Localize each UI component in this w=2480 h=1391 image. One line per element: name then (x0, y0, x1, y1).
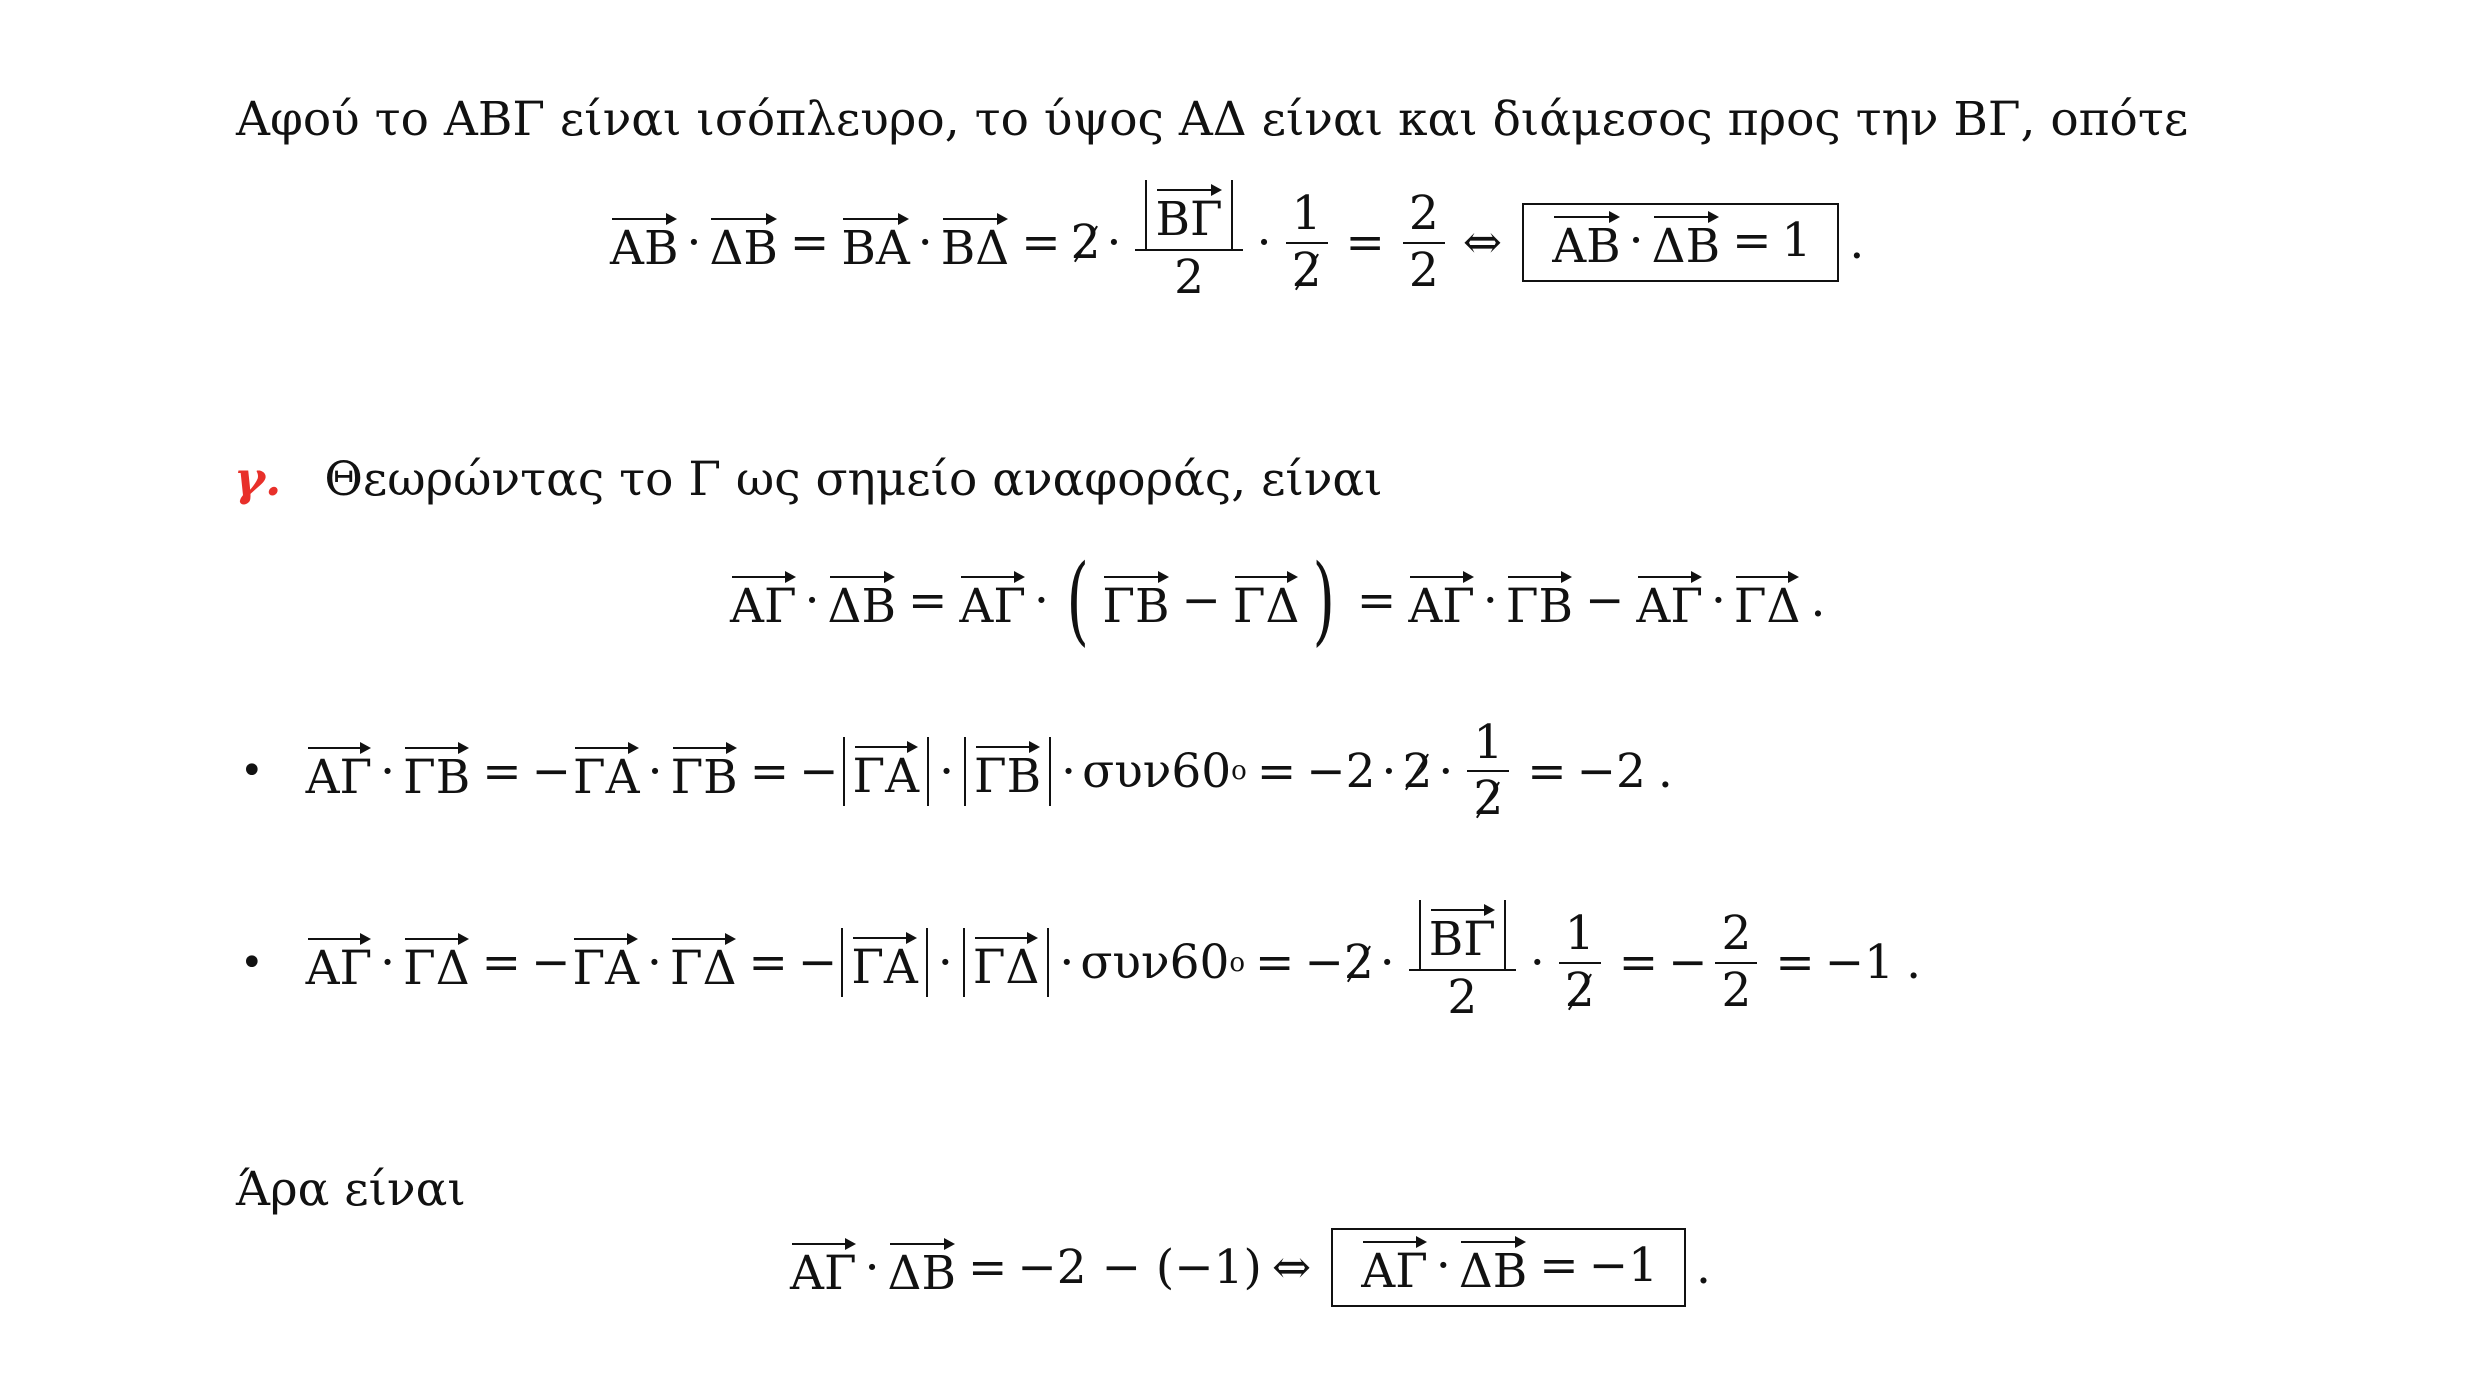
intro-text: Αφού το ΑΒΓ είναι ισόπλευρο, το ύψος ΑΔ είναι και διάμεσος προς την ΒΓ, οπότε (236, 92, 2189, 147)
bullet-1: • ΑΓ · ΓΒ = − ΓΑ · ΓΒ = − ΓΑ · ΓΒ · συν60 ο = −2 · 2 · $\frac{1}{2}$ = −2 . (240, 715, 1673, 827)
cancelled-two: 2 (1070, 215, 1101, 271)
boxed-result-3: ΑΓ · ΔΒ = −1 (1331, 1228, 1686, 1307)
boxed-result-1: ΑΒ · ΔΒ = 1 (1522, 203, 1839, 282)
vector-db: ΔΒ (709, 213, 777, 272)
fraction-one-half: $\frac{1}{2}$ (1286, 187, 1328, 297)
vector-bd: ΒΔ (941, 213, 1009, 272)
bullet-2: • ΑΓ · ΓΔ = − ΓΑ · ΓΔ = − ΓΑ · ΓΔ · συν60 ο = − 2 · $\frac{B\Gamma}{2}$ · $\frac{1}{2}$ = − $\frac{2}{2}$ = −1 . (240, 900, 1921, 1025)
equation-3: ΑΓ · ΔΒ = −2 − (−1) ⇔ ΑΓ · ΔΒ = −1 . (788, 1228, 1711, 1307)
vector-ba: ΒΑ (841, 213, 909, 272)
equation-2: ΑΓ · ΔΒ = ΑΓ · ( ΓΒ − ΓΔ ) = ΑΓ · ΓΒ − ΑΓ · ΓΔ . (730, 544, 1826, 656)
part-label: γ. (234, 452, 282, 507)
vector-ab: ΑΒ (610, 213, 678, 272)
left-paren: ( (1066, 544, 1089, 656)
part-text: Θεωρώντας το Γ ως σημείο αναφοράς, είναι (324, 452, 1383, 507)
right-paren: ) (1312, 544, 1336, 656)
part-gamma (234, 452, 1383, 507)
equation-1: ΑΒ · ΔΒ = ΒΑ · ΒΔ = 2 · $\frac{B\Gamma}{2}$ · $\frac{1}{2}$ = $\frac{2}{2}$ ⇔ ΑΒ · ΔΒ = 1 . (608, 180, 1864, 305)
conclusion-text: Άρα είναι (236, 1162, 466, 1217)
fraction-bg-over-2: $\frac{B\Gamma}{2}$ (1135, 180, 1242, 305)
fraction-two-over-two: $\frac{2}{2}$ (1403, 187, 1445, 297)
